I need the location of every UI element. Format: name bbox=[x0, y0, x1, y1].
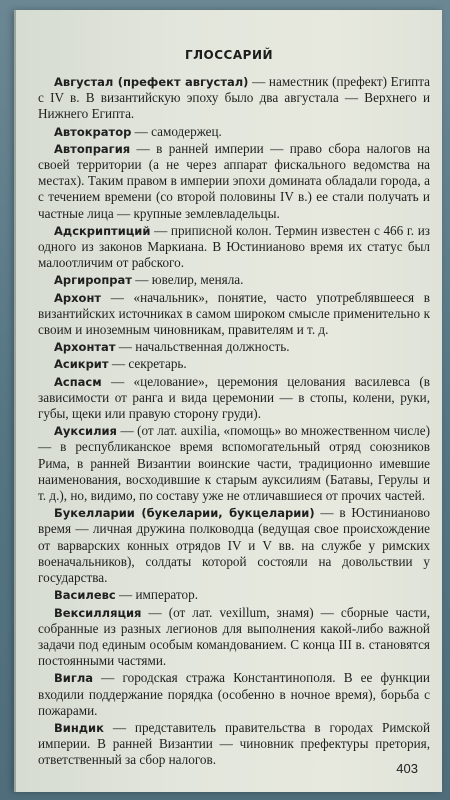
entry-definition: — в ранней империи — право сбора налогов на своей территории (а не через аппарат фискального ведомства на местах). Таким правом в империи эпохи домината обладали города, а с течением времени (со второй половины IV в.) ее стали получать и частные лица — крупные землевладельцы. bbox=[38, 140, 430, 221]
entry-definition: — император. bbox=[115, 587, 198, 603]
entry-definition: — представитель правительства в городах Римской империи. В ранней Византии — чиновник префектуры претория, ответственный за сбор налогов. bbox=[38, 719, 430, 768]
entry-definition: — городская стража Константинополя. В ее функции входили поддержание порядка (особенно в ночное время), борьба с пожарами. bbox=[38, 670, 430, 718]
entry-term: Архонтат bbox=[54, 340, 116, 355]
entry-definition: — (от лат. vexillum, знамя) — сборные части, собранные из разных легионов для выполнения какой-либо важной задачи под единым особым командованием. С конца III в. становятся постоянными частями. bbox=[38, 604, 430, 669]
glossary-entry bbox=[38, 339, 430, 355]
entry-term: Асикрит bbox=[54, 357, 109, 372]
glossary-entry bbox=[38, 74, 430, 123]
entry-term: Аргиропрат bbox=[54, 273, 132, 288]
entry-term: Вексилляция bbox=[54, 605, 142, 620]
glossary-body bbox=[38, 74, 430, 770]
entry-definition: — начальственная должность. bbox=[115, 339, 290, 355]
entry-term: Августал (префект августал) bbox=[54, 75, 249, 89]
entry-definition: — «начальник», понятие, часто употреблявшееся в византийских источниках в самом широком смысле применительно к своим и иноземным чиновникам, правителям и т. д. bbox=[38, 289, 430, 338]
glossary-entry bbox=[38, 423, 430, 504]
entry-term: Адскриптиций bbox=[54, 223, 151, 238]
glossary-entry bbox=[38, 374, 430, 423]
entry-term: Вигла bbox=[54, 671, 94, 686]
glossary-entry bbox=[38, 223, 430, 272]
entry-term: Виндик bbox=[54, 720, 104, 735]
entry-term: Букелларии (букеларии, букцеларии) bbox=[54, 506, 315, 521]
entry-definition: — секретарь. bbox=[108, 356, 187, 372]
glossary-entry bbox=[38, 605, 430, 670]
entry-definition: — самодержец. bbox=[131, 123, 222, 139]
glossary-entry bbox=[38, 587, 430, 603]
entry-definition: — «целование», церемония целования василевса (в зависимости от ранга и вида церемонии — в стопы, колени, руки, губы, щеки или правую сторону груди). bbox=[38, 373, 430, 422]
entry-definition: — приписной колон. Термин известен с 466 г. из одного из законов Маркиана. В Юстинианово время их статус был малоотличим от рабского. bbox=[38, 222, 430, 271]
entry-definition: — (от лат. auxilia, «помощь» во множественном числе) — в республиканское время вспомогательный отряд союзников Рима, в ранней Византии воинские части, традиционно имевшие наименования, восходившие к старым ауксилиям (Батавы, Герулы и т. д.), но, видимо, по составу уже не отличавшиеся от прочих частей. bbox=[38, 423, 430, 504]
glossary-entry bbox=[38, 670, 430, 719]
glossary-entry bbox=[38, 720, 430, 769]
glossary-entry bbox=[38, 124, 430, 140]
entry-term: Ауксилия bbox=[54, 424, 117, 439]
entry-definition: — ювелир, меняла. bbox=[131, 272, 244, 288]
glossary-entry bbox=[38, 356, 430, 372]
entry-term: Архонт bbox=[54, 290, 102, 305]
entry-term: Василевс bbox=[54, 588, 116, 603]
book-page bbox=[14, 10, 442, 792]
entry-term: Автопрагия bbox=[54, 141, 131, 156]
glossary-entry bbox=[38, 272, 430, 288]
entry-definition: — в Юстинианово время — личная дружина полководца (ведущая свое происхождение от варварских конных отрядов IV и V вв. на службе у римских военачальников), солдаты которой состояли на довольствии у государства. bbox=[38, 505, 430, 586]
glossary-entry bbox=[38, 141, 430, 222]
page-title: ГЛОССАРИЙ bbox=[184, 48, 274, 62]
entry-term: Автократор bbox=[54, 124, 132, 139]
entry-term: Аспасм bbox=[54, 374, 102, 389]
glossary-entry bbox=[38, 505, 430, 586]
glossary-entry bbox=[38, 290, 430, 339]
page-number: 403 bbox=[396, 761, 418, 776]
entry-definition: — наместник (префект) Египта с IV в. В византийскую эпоху было два августала — Верхнего и Нижнего Египта. bbox=[38, 74, 430, 122]
